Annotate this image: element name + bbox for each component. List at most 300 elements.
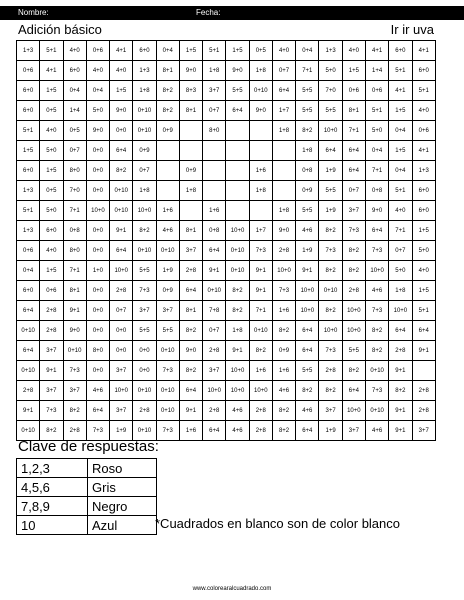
grid-cell: 7+1 (296, 61, 319, 81)
grid-cell: 3+7 (133, 301, 156, 321)
answer-key-row (17, 478, 157, 497)
grid-cell: 6+0 (412, 201, 435, 221)
grid-cell: 7+8 (203, 301, 226, 321)
grid-cell: 10+0 (389, 301, 412, 321)
grid-cell: 0+10 (133, 101, 156, 121)
grid-cell: 0+0 (133, 361, 156, 381)
grid-cell: 0+9 (156, 121, 179, 141)
grid-cell: 8+1 (63, 281, 86, 301)
grid-cell: 0+0 (86, 281, 109, 301)
grid-cell: 2+8 (179, 261, 202, 281)
grid-cell: 9+1 (203, 261, 226, 281)
grid-cell: 10+0 (342, 321, 365, 341)
grid-cell: 0+0 (86, 241, 109, 261)
grid-cell: 9+1 (389, 361, 412, 381)
grid-cell: 5+1 (365, 101, 388, 121)
grid-cell: 5+0 (319, 61, 342, 81)
grid-cell: 5+0 (40, 141, 63, 161)
grid-cell: 0+7 (203, 321, 226, 341)
grid-cell: 1+5 (40, 261, 63, 281)
grid-cell: 1+6 (179, 421, 202, 441)
grid-cell: 2+8 (272, 241, 295, 261)
grid-cell: 9+1 (296, 261, 319, 281)
grid-cell: 6+0 (17, 101, 40, 121)
grid-cell: 0+10 (203, 281, 226, 301)
grid-cell: 6+4 (110, 241, 133, 261)
grid-cell (179, 201, 202, 221)
grid-cell: 9+1 (226, 341, 249, 361)
grid-cell: 7+0 (319, 81, 342, 101)
grid-cell: 4+6 (296, 221, 319, 241)
grid-cell: 6+0 (40, 221, 63, 241)
grid-cell: 8+2 (342, 241, 365, 261)
grid-cell: 1+9 (319, 161, 342, 181)
grid-cell: 1+6 (249, 361, 272, 381)
grid-cell: 9+1 (412, 341, 435, 361)
grid-cell: 1+8 (179, 181, 202, 201)
grid-cell: 0+5 (63, 121, 86, 141)
grid-cell: 10+0 (272, 261, 295, 281)
grid-cell: 4+6 (272, 381, 295, 401)
grid-cell: 9+1 (179, 401, 202, 421)
grid-cell: 2+8 (319, 361, 342, 381)
worksheet-subtitle: Ir ir uva (390, 22, 434, 37)
grid-cell: 2+8 (63, 421, 86, 441)
grid-cell: 0+9 (296, 181, 319, 201)
grid-cell: 0+10 (319, 281, 342, 301)
grid-cell (156, 161, 179, 181)
grid-cell: 5+5 (296, 81, 319, 101)
grid-row (17, 81, 436, 101)
grid-cell: 1+8 (133, 181, 156, 201)
grid-cell: 4+0 (86, 61, 109, 81)
grid-cell: 8+1 (156, 61, 179, 81)
answer-key-row (17, 497, 157, 516)
grid-cell: 4+0 (40, 241, 63, 261)
grid-cell (226, 201, 249, 221)
grid-cell: 0+0 (110, 121, 133, 141)
grid-cell: 1+5 (40, 161, 63, 181)
grid-cell: 7+3 (365, 241, 388, 261)
grid-cell: 8+2 (365, 341, 388, 361)
grid-cell: 9+0 (249, 101, 272, 121)
grid-cell: 0+10 (17, 421, 40, 441)
grid-cell: 6+4 (319, 141, 342, 161)
grid-cell: 0+0 (86, 361, 109, 381)
grid-cell: 4+0 (389, 201, 412, 221)
grid-cell: 3+7 (63, 381, 86, 401)
grid-cell: 5+5 (156, 321, 179, 341)
grid-row (17, 101, 436, 121)
grid-cell: 1+4 (365, 61, 388, 81)
grid-cell: 2+8 (412, 401, 435, 421)
grid-cell: 10+0 (342, 301, 365, 321)
grid-cell: 6+4 (296, 421, 319, 441)
grid-cell: 0+10 (17, 321, 40, 341)
grid-row (17, 61, 436, 81)
grid-cell (412, 361, 435, 381)
grid-cell: 8+2 (249, 341, 272, 361)
grid-cell: 8+2 (342, 361, 365, 381)
grid-cell: 8+2 (272, 421, 295, 441)
grid-cell: 3+7 (156, 301, 179, 321)
grid-cell: 0+10 (110, 201, 133, 221)
grid-cell: 2+8 (412, 381, 435, 401)
grid-cell: 1+5 (412, 221, 435, 241)
grid-cell: 5+0 (412, 241, 435, 261)
grid-cell: 8+2 (179, 321, 202, 341)
grid-cell: 0+6 (342, 81, 365, 101)
grid-cell: 0+6 (365, 81, 388, 101)
grid-cell: 2+8 (342, 281, 365, 301)
grid-cell: 3+7 (179, 241, 202, 261)
grid-cell: 7+1 (63, 261, 86, 281)
grid-cell: 1+5 (389, 101, 412, 121)
grid-cell: 1+3 (412, 161, 435, 181)
grid-cell: 7+1 (389, 221, 412, 241)
grid-cell: 6+0 (412, 61, 435, 81)
grid-cell: 4+1 (412, 141, 435, 161)
grid-cell: 5+5 (133, 321, 156, 341)
grid-cell: 1+3 (17, 221, 40, 241)
grid-cell: 0+8 (365, 181, 388, 201)
grid-cell: 3+7 (110, 401, 133, 421)
answer-key-title: Clave de respuestas: (18, 438, 159, 455)
grid-row (17, 181, 436, 201)
blank-squares-note: *Cuadrados en blanco son de color blanco (155, 516, 401, 531)
grid-cell: 2+8 (203, 401, 226, 421)
grid-cell: 8+2 (133, 221, 156, 241)
grid-cell: 1+7 (272, 101, 295, 121)
grid-cell: 5+5 (342, 341, 365, 361)
grid-cell: 1+3 (133, 61, 156, 81)
grid-cell: 1+5 (226, 41, 249, 61)
grid-cell: 0+4 (389, 161, 412, 181)
grid-cell: 2+8 (17, 381, 40, 401)
grid-cell: 9+1 (17, 401, 40, 421)
grid-cell: 0+4 (365, 141, 388, 161)
grid-cell: 7+3 (156, 421, 179, 441)
grid-cell: 0+4 (156, 41, 179, 61)
grid-cell: 4+0 (63, 41, 86, 61)
grid-cell: 1+5 (179, 41, 202, 61)
grid-cell: 9+1 (389, 401, 412, 421)
grid-cell: 8+0 (203, 121, 226, 141)
grid-cell: 10+0 (319, 121, 342, 141)
puzzle-grid (16, 40, 436, 436)
grid-cell: 2+8 (389, 341, 412, 361)
grid-cell (179, 141, 202, 161)
grid-cell: 8+2 (156, 81, 179, 101)
grid-cell: 5+0 (40, 201, 63, 221)
grid-cell: 9+0 (86, 121, 109, 141)
grid-cell: 0+6 (17, 241, 40, 261)
grid-cell: 5+1 (40, 41, 63, 61)
grid-cell: 3+7 (203, 81, 226, 101)
grid-cell: 4+1 (412, 41, 435, 61)
grid-cell: 9+1 (63, 301, 86, 321)
grid-cell: 2+8 (133, 401, 156, 421)
grid-cell: 4+6 (226, 421, 249, 441)
grid-cell: 7+3 (365, 381, 388, 401)
grid-cell: 1+8 (203, 61, 226, 81)
grid-cell: 7+3 (342, 221, 365, 241)
grid-cell (272, 181, 295, 201)
grid-cell: 0+5 (40, 181, 63, 201)
grid-cell: 8+1 (342, 101, 365, 121)
grid-cell: 0+10 (365, 401, 388, 421)
grid-cell: 0+9 (272, 341, 295, 361)
grid-cell: 8+0 (86, 341, 109, 361)
grid-cell (179, 121, 202, 141)
grid-cell: 0+6 (40, 281, 63, 301)
grid-cell: 3+7 (40, 381, 63, 401)
grid-cell: 0+10 (156, 341, 179, 361)
grid-cell: 1+8 (249, 61, 272, 81)
grid-cell: 7+3 (63, 361, 86, 381)
grid-cell: 6+4 (272, 81, 295, 101)
grid-cell: 6+0 (63, 61, 86, 81)
grid-cell: 1+5 (17, 141, 40, 161)
grid-cell: 5+5 (319, 181, 342, 201)
grid-cell: 1+6 (249, 161, 272, 181)
grid-cell (156, 181, 179, 201)
grid-cell: 4+6 (365, 281, 388, 301)
grid-cell: 5+1 (412, 301, 435, 321)
grid-cell: 6+4 (17, 341, 40, 361)
grid-cell: 8+2 (319, 301, 342, 321)
grid-cell: 6+4 (365, 221, 388, 241)
grid-cell: 2+8 (40, 321, 63, 341)
grid-cell: 8+2 (296, 381, 319, 401)
grid-cell: 1+8 (226, 321, 249, 341)
grid-cell: 8+1 (179, 101, 202, 121)
grid-cell: 4+6 (296, 401, 319, 421)
grid-cell: 4+0 (40, 121, 63, 141)
answer-nums: 7,8,9 (17, 497, 88, 516)
grid-cell: 6+4 (226, 101, 249, 121)
grid-cell: 1+8 (296, 141, 319, 161)
grid-cell: 4+6 (156, 221, 179, 241)
grid-cell: 4+1 (389, 81, 412, 101)
grid-cell: 10+0 (296, 281, 319, 301)
grid-cell: 0+5 (40, 101, 63, 121)
grid-cell: 0+10 (156, 381, 179, 401)
grid-cell: 8+2 (296, 121, 319, 141)
grid-cell: 6+0 (412, 181, 435, 201)
grid-cell: 0+10 (63, 341, 86, 361)
grid-cell: 7+1 (342, 121, 365, 141)
grid-cell: 1+3 (17, 181, 40, 201)
grid-cell: 6+4 (342, 161, 365, 181)
grid-cell: 1+5 (110, 81, 133, 101)
grid-cell: 0+7 (389, 241, 412, 261)
grid-cell: 6+4 (86, 401, 109, 421)
grid-cell: 0+0 (86, 221, 109, 241)
grid-cell: 9+1 (249, 281, 272, 301)
grid-cell: 1+8 (249, 181, 272, 201)
answer-color: Azul (88, 516, 157, 535)
footer-url: www.colorearalcuadrado.com (192, 586, 272, 592)
grid-cell: 10+0 (319, 321, 342, 341)
grid-row (17, 341, 436, 361)
grid-cell: 10+0 (86, 201, 109, 221)
grid-cell: 0+7 (342, 181, 365, 201)
grid-cell: 1+9 (296, 241, 319, 261)
grid-cell: 7+3 (319, 341, 342, 361)
grid-cell: 5+5 (296, 201, 319, 221)
grid-cell: 4+1 (365, 41, 388, 61)
grid-cell: 0+0 (86, 181, 109, 201)
grid-cell: 1+8 (389, 281, 412, 301)
worksheet-title: Adición básico (18, 22, 102, 37)
grid-cell: 5+1 (389, 61, 412, 81)
grid-cell: 8+1 (179, 301, 202, 321)
grid-cell: 0+7 (272, 61, 295, 81)
grid-row (17, 121, 436, 141)
grid-cell: 5+0 (365, 121, 388, 141)
grid-cell: 0+10 (249, 321, 272, 341)
grid-cell: 9+1 (249, 261, 272, 281)
grid-row (17, 281, 436, 301)
grid-cell: 9+0 (179, 341, 202, 361)
grid-cell: 5+1 (389, 181, 412, 201)
grid-cell: 5+5 (319, 101, 342, 121)
grid-cell: 4+6 (86, 381, 109, 401)
grid-cell: 0+0 (110, 341, 133, 361)
grid-cell: 3+7 (412, 421, 435, 441)
grid-cell (249, 141, 272, 161)
grid-cell: 6+4 (17, 301, 40, 321)
grid-cell (249, 201, 272, 221)
grid-cell: 6+4 (389, 321, 412, 341)
grid-cell: 8+2 (389, 381, 412, 401)
grid-cell (203, 161, 226, 181)
grid-cell: 0+10 (156, 401, 179, 421)
grid-cell: 1+9 (319, 421, 342, 441)
grid-cell: 5+5 (133, 261, 156, 281)
grid-cell: 0+5 (249, 41, 272, 61)
grid-cell: 8+2 (63, 401, 86, 421)
grid-cell: 6+0 (389, 41, 412, 61)
grid-cell: 0+4 (17, 261, 40, 281)
grid-row (17, 201, 436, 221)
grid-cell: 1+5 (40, 81, 63, 101)
grid-cell: 4+6 (365, 421, 388, 441)
grid-cell (272, 141, 295, 161)
grid-cell: 0+0 (110, 321, 133, 341)
grid-cell: 1+5 (342, 61, 365, 81)
grid-cell: 6+4 (179, 281, 202, 301)
grid-cell: 6+4 (296, 341, 319, 361)
grid-cell: 0+9 (133, 141, 156, 161)
grid-cell: 0+10 (133, 241, 156, 261)
grid-cell: 5+1 (17, 201, 40, 221)
grid-cell: 5+1 (412, 81, 435, 101)
grid-cell: 6+4 (412, 321, 435, 341)
grid-cell: 10+0 (249, 381, 272, 401)
grid-cell: 4+0 (272, 41, 295, 61)
grid-cell: 8+0 (63, 241, 86, 261)
grid-cell: 7+3 (365, 301, 388, 321)
grid-cell: 8+2 (156, 101, 179, 121)
name-label: Nombre: (18, 8, 49, 17)
grid-cell: 7+1 (63, 201, 86, 221)
grid-cell: 0+0 (86, 161, 109, 181)
grid-cell: 10+0 (110, 381, 133, 401)
grid-row (17, 361, 436, 381)
answer-color: Negro (88, 497, 157, 516)
grid-cell: 8+2 (110, 161, 133, 181)
grid-cell: 0+4 (296, 41, 319, 61)
grid-cell: 5+0 (86, 101, 109, 121)
grid-cell: 9+1 (40, 361, 63, 381)
grid-cell: 8+2 (272, 401, 295, 421)
grid-cell: 7+3 (319, 241, 342, 261)
grid-cell: 6+4 (110, 141, 133, 161)
grid-cell: 3+7 (319, 401, 342, 421)
grid-cell (226, 141, 249, 161)
grid-cell: 6+0 (17, 281, 40, 301)
grid-cell: 0+8 (296, 161, 319, 181)
grid-cell: 0+6 (86, 41, 109, 61)
answer-nums: 1,2,3 (17, 459, 88, 478)
grid-cell: 8+2 (342, 261, 365, 281)
grid-cell: 5+0 (389, 261, 412, 281)
grid-cell: 4+0 (342, 41, 365, 61)
grid-cell: 8+2 (226, 301, 249, 321)
grid-cell: 0+4 (63, 81, 86, 101)
grid-cell: 0+10 (133, 381, 156, 401)
answer-color: Roso (88, 459, 157, 478)
grid-cell: 8+1 (179, 221, 202, 241)
grid-row (17, 401, 436, 421)
grid-cell: 9+0 (272, 221, 295, 241)
grid-cell: 4+0 (110, 61, 133, 81)
grid-cell: 1+5 (412, 281, 435, 301)
grid-cell: 0+4 (389, 121, 412, 141)
grid-cell: 0+0 (133, 341, 156, 361)
grid-cell: 10+0 (226, 221, 249, 241)
answer-key-row (17, 516, 157, 535)
grid-cell: 10+0 (226, 381, 249, 401)
grid-cell: 8+2 (319, 221, 342, 241)
grid-cell: 0+10 (226, 241, 249, 261)
grid-row (17, 41, 436, 61)
grid-cell: 0+4 (86, 81, 109, 101)
grid-cell: 3+7 (40, 341, 63, 361)
grid-cell: 7+3 (40, 401, 63, 421)
grid-cell: 7+3 (272, 281, 295, 301)
answer-key-row (17, 459, 157, 478)
grid-cell: 6+0 (133, 41, 156, 61)
grid-row (17, 221, 436, 241)
grid-cell (249, 121, 272, 141)
grid-cell: 1+8 (133, 81, 156, 101)
grid-cell: 7+0 (63, 181, 86, 201)
grid-cell (203, 141, 226, 161)
grid-cell: 4+0 (412, 101, 435, 121)
grid-cell: 2+8 (249, 401, 272, 421)
grid-cell: 9+0 (226, 61, 249, 81)
grid-cell: 10+0 (133, 201, 156, 221)
grid-cell: 4+1 (40, 61, 63, 81)
answer-color: Gris (88, 478, 157, 497)
grid-cell (272, 161, 295, 181)
grid-cell: 1+6 (156, 201, 179, 221)
grid-cell: 9+1 (389, 421, 412, 441)
grid-row (17, 161, 436, 181)
